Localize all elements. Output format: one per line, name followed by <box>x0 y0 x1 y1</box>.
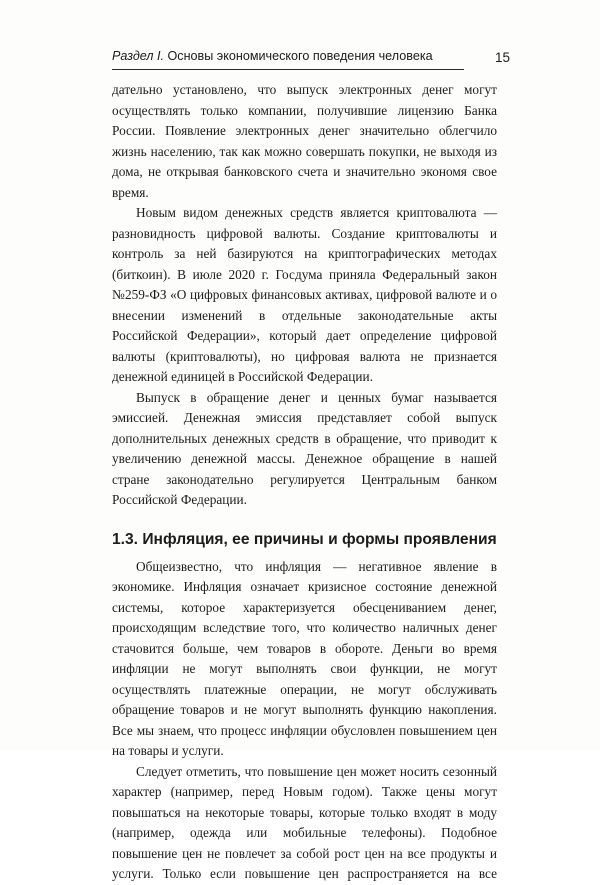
section-label: Раздел I. <box>112 49 164 63</box>
paragraph: Новым видом денежных средств является криптовалюта — разновидность цифровой валюты. Создание криптовалюты и контроль за ней базируются на криптографических методах (биткоин). В июле 2020 г. Госдума приняла Федеральный закон №259-ФЗ «О цифровых финансовых активах, цифровой валюте и о внесении изменений в отдельные законодательные акты Российской Федерации», который дает определение цифровой валюты (криптовалюты), но цифровая валюта не признается денежной единицей в Российской Федерации. <box>112 205 497 384</box>
section-title: Основы экономического поведения человека <box>167 49 433 63</box>
page-number: 15 <box>494 50 510 65</box>
paragraph: Общеизвестно, что инфляция — негативное явление в экономике. Инфляция означает кризисное состояние денежной системы, которое характеризуется обесцениванием денег, происходящим вследствие того, что количество наличных денег стачовится больше, чем товаров в обороте. Деньги во время инфляции не могут выполнять свои функции, не могут осуществлять платежные операции, не могут обслуживать обращение товаров и не могут выполнять функцию накопления. Все мы знаем, что процесс инфляции обусловлен повышением цен на товары и услуги. <box>112 558 497 758</box>
paragraph: Следует отметить, что повышение цен может носить сезонный характер (например, перед Новым годом). Также цены могут повышаться на некоторые товары, которые только входят в моду (например, одежда или мобильные телефоны). Подобное повышение цен не повлечет за собой рост цен на все продукты и услуги. Только если повышение цен распространяется на все <box>112 763 497 881</box>
paragraph: Выпуск в обращение денег и ценных бумаг называется эмиссией. Денежная эмиссия представляет собой выпуск дополнительных денежных средств в обращение, что приводит к увеличению денежной массы. Денежное обращение в нашей стране законодательно регулируется Центральным банком Российской Федерации. <box>112 389 497 507</box>
running-header <box>112 48 492 64</box>
section-heading: 1.3. Инфляция, ее причины и формы проявления <box>112 530 497 548</box>
header-rule <box>112 69 464 70</box>
page-body <box>112 80 497 885</box>
paragraph: дательно установлено, что выпуск электронных денег могут осуществлять только компании, получившие лицензию Банка России. Появление электронных денег значительно облегчило жизнь населению, так как можно совершать покупки, не выходя из дома, не открывая банковского счета и значительно экономя свое время. <box>112 82 497 200</box>
